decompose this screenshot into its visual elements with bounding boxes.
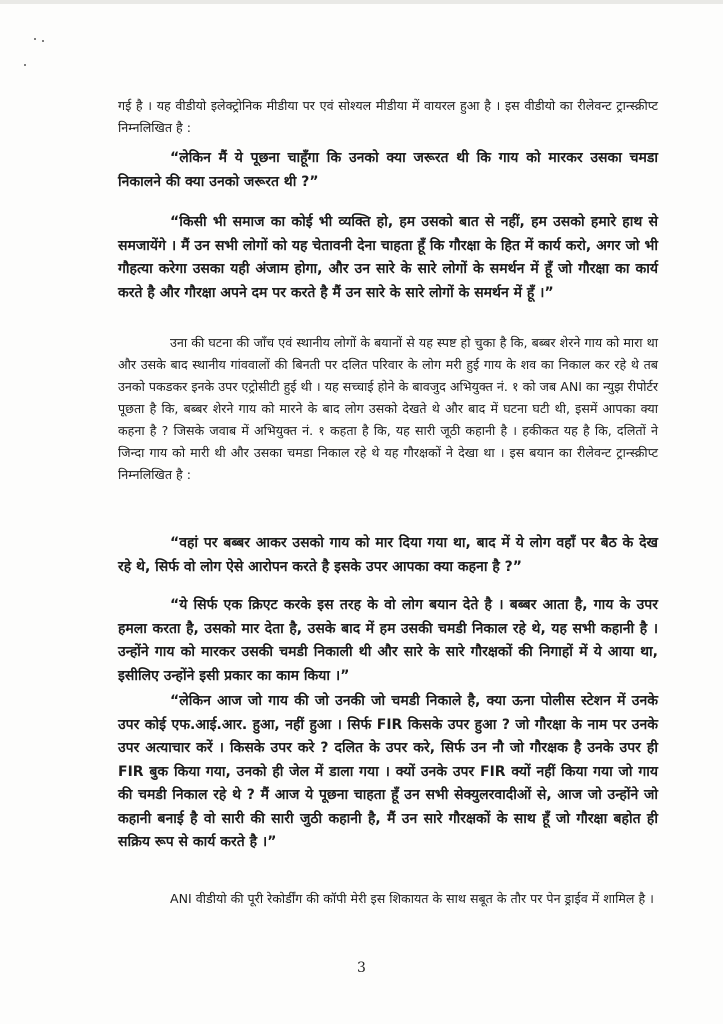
speck xyxy=(42,40,44,42)
quote-paragraph-5: “लेकिन आज जो गाय की जो उनकी जो चमडी निकाले है, क्या ऊना पोलीस स्टेशन में उनके उपर कोई एफ.आई.आर. हुआ, नहीं हुआ । सिर्फ FIR किसके उपर हुआ ? जो गौरक्षा के नाम पर उनके उपर अत्याचार करें । किसके उपर करे ? दलित के उपर करे, सिर्फ उन नौ जो गौरक्षक है उनके उपर ही FIR बुक किया गया, उनको ही जेल में डाला गया । क्यों उनके उपर FIR क्यों नहीं किया गया जो गाय की चमडी निकाल रहे थे ? मैं आज ये पूछना चाहता हूँ उन सभी सेक्युलरवादीओं से, आज जो उन्होंने जो कहानी बनाई है वो सारी की सारी जुठी कहानी है, मैं उन सारे गौरक्षकों के साथ हूँ जो गौरक्षा बहोत ही सक्रिय रूप से कार्य करते है ।” xyxy=(118,693,658,850)
quote-paragraph-1: “लेकिन मैं ये पूछना चाहूँगा कि उनको क्या जरूरत थी कि गाय को मारकर उसका चमडा निकालने की क्या उनको जरूरत थी ?” xyxy=(118,150,658,190)
speck xyxy=(24,64,26,66)
speck xyxy=(34,38,36,40)
page-number: 3 xyxy=(357,960,366,976)
intro-paragraph: गई है । यह वीडीयो इलेक्ट्रोनिक मीडीया पर एवं सोश्यल मीडीया में वायरल हुआ है । इस वीडीयो का रीलेवन्ट ट्रान्स्क्रीप्ट निम्नलिखित है : xyxy=(118,98,658,135)
quote-paragraph-2: “किसी भी समाज का कोई भी व्यक्ति हो, हम उसको बात से नहीं, हम उसको हमारे हाथ से समजायेंगे । मैं उन सभी लोगों को यह चेतावनी देना चाहता हूँ कि गौरक्षा के हित में कार्य करो, अगर जो भी गौहत्या करेगा उसका यही अंजाम होगा, और उन सारे के सारे लोगों के समर्थन में हूँ जो गौरक्षा का कार्य करते है और गौरक्षा अपने दम पर करते है मैं उन सारे के सारे लोगों के समर्थन में हूँ ।” xyxy=(118,214,658,301)
statement-paragraph: उना की घटना की जाँच एवं स्थानीय लोगों के बयानों से यह स्पष्ट हो चुका है कि, बब्बर शेरने गाय को मारा था और उसके बाद स्थानीय गांववालों की बिनती पर दलित परिवार के लोग मरी हुई गाय के शव का निकाल कर रहे थे तब उनको पकडकर इनके उपर एट्रोसीटी हुई थी । यह सच्चाई होने के बावजुद अभियुक्त नं. १ को जब ANI का न्युझ रीपोर्टर पूछता है कि, बब्बर शेरने गाय को मारने के बाद लोग उसको देखते थे और बाद में घटना घटी थी, इसमें आपका क्या कहना है ? जिसके जवाब में अभियुक्त नं. १ कहता है कि, यह सारी जूठी कहानी है । हकीकत यह है कि, दलितों ने जिन्दा गाय को मारी थी और उसका चमडा निकाल रहे थे यह गौरक्षकों ने देखा था । इस बयान का रीलेवन्ट ट्रान्स्क्रीप्ट निम्नलिखित है : xyxy=(118,335,658,482)
scan-specks xyxy=(30,36,60,76)
closing-paragraph: ANI वीडीयो की पूरी रेकोर्डींग की कॉपी मेरी इस शिकायत के साथ सबूत के तौर पर पेन ड्राईव में शामिल है । xyxy=(170,891,654,906)
scan-edge xyxy=(0,0,723,4)
quote-paragraph-4: “ये सिर्फ एक क्रिएट करके इस तरह के वो लोग बयान देते है । बब्बर आता है, गाय के उपर हमला करता है, उसको मार देता है, उसके बाद में हम उसकी चमडी निकाल रहे थे, यह सभी कहानी है । उन्होंने गाय को मारकर उसकी चमडी निकाली थी और सारे के सारे गौरक्षकों की निगाहों में ये आया था, इसीलिए उन्होंने इसी प्रकार का काम किया ।” xyxy=(118,597,658,684)
quote-paragraph-3: “वहां पर बब्बर आकर उसको गाय को मार दिया गया था, बाद में ये लोग वहाँ पर बैठ के देख रहे थे, सिर्फ वो लोग ऐसे आरोपन करते है इसके उपर आपका क्या कहना है ?” xyxy=(118,535,658,575)
